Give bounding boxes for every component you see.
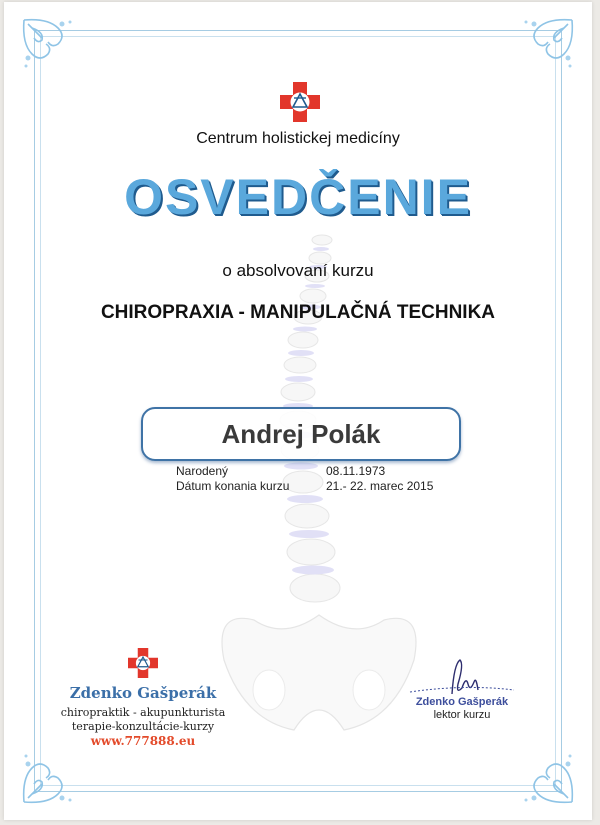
lector-services: terapie-konzultácie-kurzy [71, 720, 215, 733]
center-name: Centrum holistickej medicíny [196, 130, 400, 147]
subtitle: o absolvovaní kurzu [222, 261, 374, 280]
corner-ornament-icon [18, 14, 90, 86]
cross-logo-icon [128, 648, 158, 678]
certificate-title: OSVEDČENIE [124, 169, 472, 225]
recipient-name-box [141, 407, 461, 461]
cross-logo-icon [280, 82, 320, 122]
detail-value: 08.11.1973 [326, 464, 386, 478]
corner-ornament-icon [506, 14, 578, 86]
details-block [176, 464, 446, 494]
certificate-sheet [4, 2, 592, 820]
detail-label: Dátum konania kurzu [176, 479, 290, 493]
detail-row-birth [176, 464, 446, 479]
lector-profession: chiropraktik - akupunkturista [60, 706, 226, 719]
website-link[interactable]: www.777888.eu [90, 734, 196, 748]
detail-row-date [176, 479, 446, 494]
course-name: CHIROPRAXIA - MANIPULAČNÁ TECHNIKA [100, 302, 496, 323]
detail-value: 21.- 22. marec 2015 [326, 479, 434, 493]
detail-label: Narodený [176, 464, 229, 478]
signature-role: lektor kurzu [433, 709, 491, 721]
signature-name: Zdenko Gašperák [415, 696, 509, 708]
lector-name: Zdenko Gašperák [69, 684, 217, 702]
recipient-name: Andrej Polák [221, 418, 381, 449]
corner-ornament-icon [506, 736, 578, 808]
